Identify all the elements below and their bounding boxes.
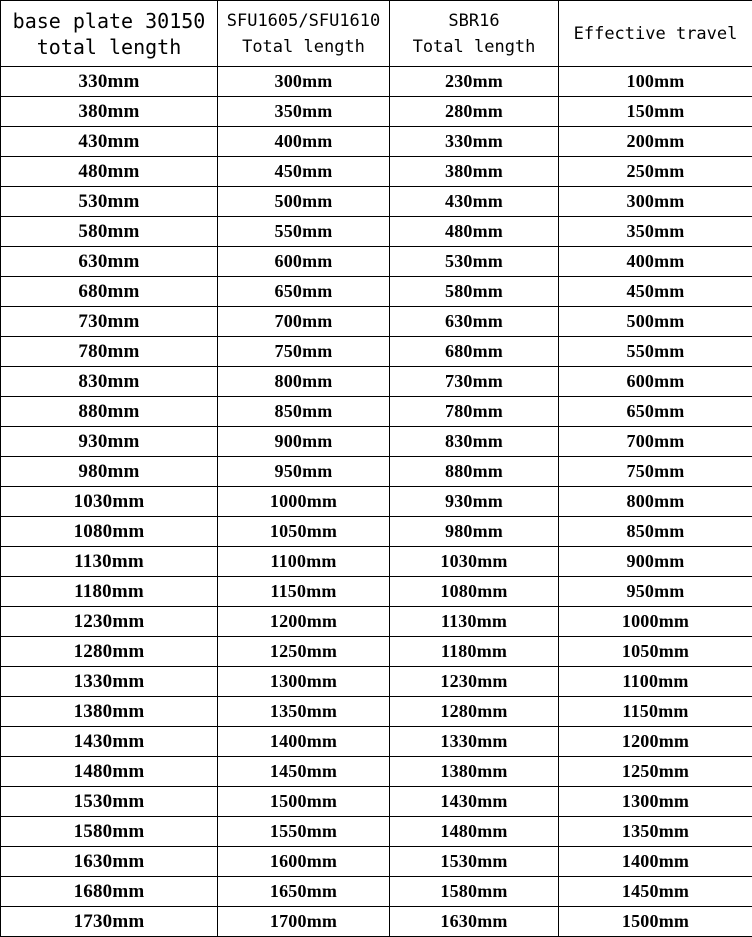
sfu-length-cell: 550mm bbox=[218, 217, 390, 247]
sfu-length-cell: 1050mm bbox=[218, 517, 390, 547]
effective-travel-cell: 150mm bbox=[559, 97, 752, 127]
effective-travel-cell: 1300mm bbox=[559, 787, 752, 817]
sfu-length-cell: 400mm bbox=[218, 127, 390, 157]
sfu-length-cell: 600mm bbox=[218, 247, 390, 277]
table-row bbox=[1, 877, 752, 907]
effective-travel-cell: 1050mm bbox=[559, 637, 752, 667]
effective-travel-cell: 800mm bbox=[559, 487, 752, 517]
sbr16-length-cell: 1030mm bbox=[390, 547, 559, 577]
table-row bbox=[1, 907, 752, 937]
sbr16-length-cell: 830mm bbox=[390, 427, 559, 457]
sfu-length-cell: 650mm bbox=[218, 277, 390, 307]
sfu-length-cell: 1500mm bbox=[218, 787, 390, 817]
base-plate-length-cell: 1730mm bbox=[1, 907, 218, 937]
base-plate-length-cell: 1230mm bbox=[1, 607, 218, 637]
base-plate-length-cell: 730mm bbox=[1, 307, 218, 337]
table-row bbox=[1, 667, 752, 697]
sfu-length-cell: 1650mm bbox=[218, 877, 390, 907]
sbr16-length-cell: 430mm bbox=[390, 187, 559, 217]
sfu-length-cell: 750mm bbox=[218, 337, 390, 367]
table-row bbox=[1, 247, 752, 277]
sbr16-length-cell: 1280mm bbox=[390, 697, 559, 727]
table-row bbox=[1, 847, 752, 877]
effective-travel-cell: 1000mm bbox=[559, 607, 752, 637]
sfu-length-cell: 300mm bbox=[218, 67, 390, 97]
effective-travel-cell: 1200mm bbox=[559, 727, 752, 757]
effective-travel-cell: 300mm bbox=[559, 187, 752, 217]
table-row bbox=[1, 577, 752, 607]
table-row bbox=[1, 277, 752, 307]
effective-travel-cell: 650mm bbox=[559, 397, 752, 427]
header-line: SBR16 bbox=[390, 8, 558, 34]
table-row bbox=[1, 337, 752, 367]
effective-travel-cell: 100mm bbox=[559, 67, 752, 97]
table-row bbox=[1, 397, 752, 427]
sfu-length-cell: 450mm bbox=[218, 157, 390, 187]
effective-travel-cell: 350mm bbox=[559, 217, 752, 247]
effective-travel-cell: 200mm bbox=[559, 127, 752, 157]
table-row bbox=[1, 427, 752, 457]
sbr16-length-cell: 930mm bbox=[390, 487, 559, 517]
table-row bbox=[1, 637, 752, 667]
table-row bbox=[1, 157, 752, 187]
table-row bbox=[1, 697, 752, 727]
sbr16-length-cell: 530mm bbox=[390, 247, 559, 277]
header-line: Total length bbox=[390, 34, 558, 60]
effective-travel-cell: 1450mm bbox=[559, 877, 752, 907]
sbr16-length-cell: 1530mm bbox=[390, 847, 559, 877]
table-row bbox=[1, 757, 752, 787]
table-header bbox=[1, 1, 752, 67]
sbr16-length-cell: 1430mm bbox=[390, 787, 559, 817]
effective-travel-cell: 1250mm bbox=[559, 757, 752, 787]
sbr16-length-cell: 780mm bbox=[390, 397, 559, 427]
sbr16-length-cell: 1130mm bbox=[390, 607, 559, 637]
header-line: Effective travel bbox=[559, 21, 752, 47]
header-sbr16-total-length bbox=[390, 1, 559, 67]
sbr16-length-cell: 980mm bbox=[390, 517, 559, 547]
sfu-length-cell: 500mm bbox=[218, 187, 390, 217]
table-row bbox=[1, 217, 752, 247]
sbr16-length-cell: 630mm bbox=[390, 307, 559, 337]
effective-travel-cell: 1100mm bbox=[559, 667, 752, 697]
sfu-length-cell: 1600mm bbox=[218, 847, 390, 877]
effective-travel-cell: 550mm bbox=[559, 337, 752, 367]
table-row bbox=[1, 787, 752, 817]
base-plate-length-cell: 1380mm bbox=[1, 697, 218, 727]
sfu-length-cell: 1250mm bbox=[218, 637, 390, 667]
base-plate-length-cell: 980mm bbox=[1, 457, 218, 487]
header-line: Total length bbox=[218, 34, 389, 60]
sfu-length-cell: 900mm bbox=[218, 427, 390, 457]
effective-travel-cell: 500mm bbox=[559, 307, 752, 337]
base-plate-length-cell: 530mm bbox=[1, 187, 218, 217]
base-plate-length-cell: 830mm bbox=[1, 367, 218, 397]
sfu-length-cell: 850mm bbox=[218, 397, 390, 427]
header-line: base plate 30150 bbox=[1, 8, 217, 34]
sbr16-length-cell: 480mm bbox=[390, 217, 559, 247]
header-line: SFU1605/SFU1610 bbox=[218, 8, 389, 34]
base-plate-length-cell: 680mm bbox=[1, 277, 218, 307]
base-plate-length-cell: 1030mm bbox=[1, 487, 218, 517]
sfu-length-cell: 800mm bbox=[218, 367, 390, 397]
sbr16-length-cell: 230mm bbox=[390, 67, 559, 97]
sbr16-length-cell: 330mm bbox=[390, 127, 559, 157]
header-base-plate-total-length bbox=[1, 1, 218, 67]
table-row bbox=[1, 547, 752, 577]
sfu-length-cell: 1550mm bbox=[218, 817, 390, 847]
effective-travel-cell: 750mm bbox=[559, 457, 752, 487]
base-plate-length-cell: 1480mm bbox=[1, 757, 218, 787]
sbr16-length-cell: 1580mm bbox=[390, 877, 559, 907]
table-row bbox=[1, 457, 752, 487]
base-plate-length-cell: 1430mm bbox=[1, 727, 218, 757]
base-plate-length-cell: 430mm bbox=[1, 127, 218, 157]
sfu-length-cell: 1450mm bbox=[218, 757, 390, 787]
sfu-length-cell: 1100mm bbox=[218, 547, 390, 577]
base-plate-length-cell: 1680mm bbox=[1, 877, 218, 907]
sbr16-length-cell: 880mm bbox=[390, 457, 559, 487]
effective-travel-cell: 450mm bbox=[559, 277, 752, 307]
sfu-length-cell: 350mm bbox=[218, 97, 390, 127]
sfu-length-cell: 1700mm bbox=[218, 907, 390, 937]
sbr16-length-cell: 1480mm bbox=[390, 817, 559, 847]
header-line: total length bbox=[1, 34, 217, 60]
effective-travel-cell: 1150mm bbox=[559, 697, 752, 727]
sbr16-length-cell: 1180mm bbox=[390, 637, 559, 667]
table-row bbox=[1, 67, 752, 97]
base-plate-length-cell: 880mm bbox=[1, 397, 218, 427]
effective-travel-cell: 1500mm bbox=[559, 907, 752, 937]
base-plate-length-cell: 1130mm bbox=[1, 547, 218, 577]
effective-travel-cell: 400mm bbox=[559, 247, 752, 277]
sbr16-length-cell: 1380mm bbox=[390, 757, 559, 787]
base-plate-length-cell: 1080mm bbox=[1, 517, 218, 547]
sbr16-length-cell: 380mm bbox=[390, 157, 559, 187]
effective-travel-cell: 600mm bbox=[559, 367, 752, 397]
effective-travel-cell: 950mm bbox=[559, 577, 752, 607]
base-plate-length-cell: 1180mm bbox=[1, 577, 218, 607]
base-plate-length-cell: 1580mm bbox=[1, 817, 218, 847]
base-plate-length-cell: 330mm bbox=[1, 67, 218, 97]
sbr16-length-cell: 730mm bbox=[390, 367, 559, 397]
header-effective-travel bbox=[559, 1, 752, 67]
effective-travel-cell: 1400mm bbox=[559, 847, 752, 877]
base-plate-length-cell: 1280mm bbox=[1, 637, 218, 667]
base-plate-length-cell: 1630mm bbox=[1, 847, 218, 877]
sfu-length-cell: 1350mm bbox=[218, 697, 390, 727]
table-row bbox=[1, 187, 752, 217]
effective-travel-cell: 900mm bbox=[559, 547, 752, 577]
table-row bbox=[1, 607, 752, 637]
header-row bbox=[1, 1, 752, 67]
base-plate-length-cell: 580mm bbox=[1, 217, 218, 247]
table-row bbox=[1, 127, 752, 157]
table-row bbox=[1, 367, 752, 397]
table-row bbox=[1, 817, 752, 847]
base-plate-length-cell: 930mm bbox=[1, 427, 218, 457]
table-row bbox=[1, 517, 752, 547]
header-sfu-total-length bbox=[218, 1, 390, 67]
table-row bbox=[1, 727, 752, 757]
sfu-length-cell: 1300mm bbox=[218, 667, 390, 697]
sbr16-length-cell: 1080mm bbox=[390, 577, 559, 607]
sfu-length-cell: 950mm bbox=[218, 457, 390, 487]
effective-travel-cell: 1350mm bbox=[559, 817, 752, 847]
sfu-length-cell: 1200mm bbox=[218, 607, 390, 637]
table-body bbox=[1, 67, 752, 937]
effective-travel-cell: 850mm bbox=[559, 517, 752, 547]
sbr16-length-cell: 680mm bbox=[390, 337, 559, 367]
sfu-length-cell: 700mm bbox=[218, 307, 390, 337]
base-plate-length-cell: 480mm bbox=[1, 157, 218, 187]
base-plate-length-cell: 1530mm bbox=[1, 787, 218, 817]
table-row bbox=[1, 307, 752, 337]
sbr16-length-cell: 1630mm bbox=[390, 907, 559, 937]
base-plate-length-cell: 630mm bbox=[1, 247, 218, 277]
sbr16-length-cell: 1230mm bbox=[390, 667, 559, 697]
table-row bbox=[1, 97, 752, 127]
sbr16-length-cell: 580mm bbox=[390, 277, 559, 307]
base-plate-length-cell: 1330mm bbox=[1, 667, 218, 697]
sbr16-length-cell: 280mm bbox=[390, 97, 559, 127]
sfu-length-cell: 1150mm bbox=[218, 577, 390, 607]
effective-travel-cell: 250mm bbox=[559, 157, 752, 187]
sbr16-length-cell: 1330mm bbox=[390, 727, 559, 757]
base-plate-length-cell: 780mm bbox=[1, 337, 218, 367]
sfu-length-cell: 1000mm bbox=[218, 487, 390, 517]
base-plate-length-cell: 380mm bbox=[1, 97, 218, 127]
effective-travel-cell: 700mm bbox=[559, 427, 752, 457]
table-row bbox=[1, 487, 752, 517]
sfu-length-cell: 1400mm bbox=[218, 727, 390, 757]
